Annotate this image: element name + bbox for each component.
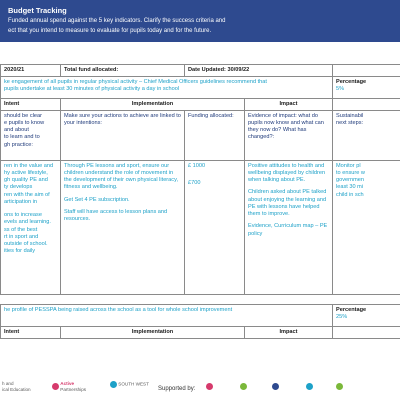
bottom-col-empty — [333, 327, 400, 339]
sustainability-header — [333, 111, 400, 161]
intent-line: outside of school. — [4, 241, 48, 248]
active-partnerships-icon — [52, 383, 59, 390]
sponsor-icon-3 — [272, 383, 279, 390]
sustain-line: Monitor pl — [336, 162, 361, 169]
bottom-column-header-row — [1, 327, 400, 339]
sustain-line: least 30 mi — [336, 184, 364, 191]
col-implementation: Implementation — [61, 99, 245, 111]
key-indicator-1-row — [1, 77, 400, 99]
intent-line: ren with the aim of — [4, 191, 50, 198]
percentage-label-1: Percentage — [336, 78, 367, 85]
content-row — [1, 161, 400, 295]
intent-prompt — [1, 111, 61, 161]
impact-paragraph: Children asked about PE talked about enjoying the learning and PE with lessons have helped them to improve. — [248, 189, 327, 218]
intent-line: hy active lifestyle, — [4, 169, 48, 176]
sponsor-icon-2 — [240, 383, 247, 390]
sponsor-icon-4 — [306, 383, 313, 390]
key-indicator-2-table — [0, 304, 400, 339]
implementation-paragraph: Get Set 4 PE subscription. — [64, 196, 130, 203]
page-title: Budget Tracking — [8, 6, 67, 15]
percentage-label-2: Percentage — [336, 306, 367, 313]
budget-table — [0, 64, 400, 295]
intent-line: ities for daily — [4, 248, 36, 255]
logo-physical-education-line-1: h and — [2, 381, 14, 386]
percentage-cell-2 — [333, 305, 400, 327]
col-intent: Intent — [1, 99, 61, 111]
sustain-line: governmen — [336, 177, 364, 184]
intent-prompt-line: and about — [4, 127, 29, 134]
impact-paragraph: Evidence, Curriculum map – PE policy — [248, 223, 328, 237]
sponsor-icon-5 — [336, 383, 343, 390]
implementation-body — [61, 161, 185, 295]
south-west-label: SOUTH WEST — [118, 381, 149, 387]
sponsor-logo-1 — [206, 383, 213, 390]
bottom-col-impact: Impact — [245, 327, 333, 339]
academic-year: 2020/21 — [1, 65, 61, 77]
logo-physical-education-line-2: ical Education — [2, 386, 31, 392]
active-partnerships-subtitle: Partnerships — [60, 386, 87, 392]
south-west-icon — [110, 381, 117, 388]
percentage-value-2: 25% — [336, 313, 348, 320]
key-indicator-1 — [1, 77, 333, 99]
implementation-paragraph: Through PE lessons and sport, ensure our children understand the role of movement in the development of their own physical literacy, fitness and wellbeing. — [64, 162, 179, 191]
intent-prompt-line: should be clear — [4, 112, 42, 119]
col-impact: Impact — [245, 99, 333, 111]
logo-south-west — [110, 381, 149, 388]
column-header-row — [1, 99, 400, 111]
percentage-cell-1 — [333, 77, 400, 99]
intent-line: ons to increase — [4, 212, 42, 219]
sustain-line: child in sch — [336, 191, 364, 198]
sustainability-body — [333, 161, 400, 295]
percentage-value-1: 5% — [336, 85, 345, 92]
key-indicator-2-row — [1, 305, 400, 327]
header-description-line-1: Funded annual spend against the 5 key indicators. Clarify the success criteria and — [8, 18, 226, 24]
supported-by-label: Supported by: — [158, 386, 196, 392]
intent-line: articipation in — [4, 198, 37, 205]
intent-line: gh quality PE and — [4, 177, 48, 184]
intent-prompt-line: gh practice: — [4, 141, 33, 148]
intent-line: ren in the value and — [4, 162, 54, 169]
intent-prompt-line: to learn and to — [4, 134, 40, 141]
bottom-col-intent: Intent — [1, 327, 61, 339]
implementation-prompt: Make sure your actions to achieve are linked to your intentions: — [61, 111, 185, 161]
header-banner — [0, 0, 400, 42]
intent-line: ss of the best — [4, 226, 38, 233]
impact-paragraph: Positive attitudes to health and wellbeing displayed by children when talking about PE. — [248, 162, 326, 184]
funding-body — [185, 161, 245, 295]
sponsor-logo-2 — [240, 383, 247, 390]
impact-prompt: Evidence of impact: what do pupils now know and what can they now do? What has changed?: — [245, 111, 333, 161]
funding-value: £700 — [188, 179, 201, 186]
bottom-col-implementation: Implementation — [61, 327, 245, 339]
active-partnerships-title: Active — [60, 381, 75, 386]
sponsor-icon-1 — [206, 383, 213, 390]
sustainability-label: Sustainabil — [336, 112, 364, 119]
prompt-row — [1, 111, 400, 161]
key-indicator-2: he profile of PESSPA being raised across the school as a tool for whole school improvement — [1, 305, 333, 327]
header-description-line-2: ect that you intend to measure to evaluate for pupils today and for the future. — [8, 28, 212, 34]
logo-physical-education — [2, 381, 31, 392]
intent-line: ty develops — [4, 184, 33, 191]
intent-body — [1, 161, 61, 295]
date-updated: Date Updated: 30/09/22 — [185, 65, 333, 77]
key-indicator-1-text-2: pupils undertake at least 30 minutes of physical activity a day in school — [4, 85, 180, 92]
next-steps-label: next steps: — [336, 119, 364, 126]
sponsor-logo-3 — [272, 383, 279, 390]
key-indicator-1-text: ke engagement of all pupils in regular physical activity – Chief Medical Officers guidelines recommend that — [4, 78, 267, 85]
impact-body — [245, 161, 333, 295]
meta-empty-cell — [333, 65, 400, 77]
implementation-paragraph: Staff will have access to lesson plans and resources. — [64, 208, 168, 223]
footer-logos — [0, 377, 400, 401]
total-fund-label: Total fund allocated: — [61, 65, 185, 77]
funding-value: £ 1000 — [188, 162, 206, 169]
sponsor-logo-5 — [336, 383, 343, 390]
logo-active-partnerships — [52, 381, 86, 392]
funding-allocated-label: Funding allocated: — [185, 111, 245, 161]
col-empty — [333, 99, 400, 111]
sponsor-logo-4 — [306, 383, 313, 390]
sustain-line: to ensure w — [336, 169, 365, 176]
intent-line: rt in sport and — [4, 233, 39, 240]
meta-row — [1, 65, 400, 77]
intent-line: evels and learning. — [4, 219, 51, 226]
intent-prompt-line: e pupils to know — [4, 119, 45, 126]
